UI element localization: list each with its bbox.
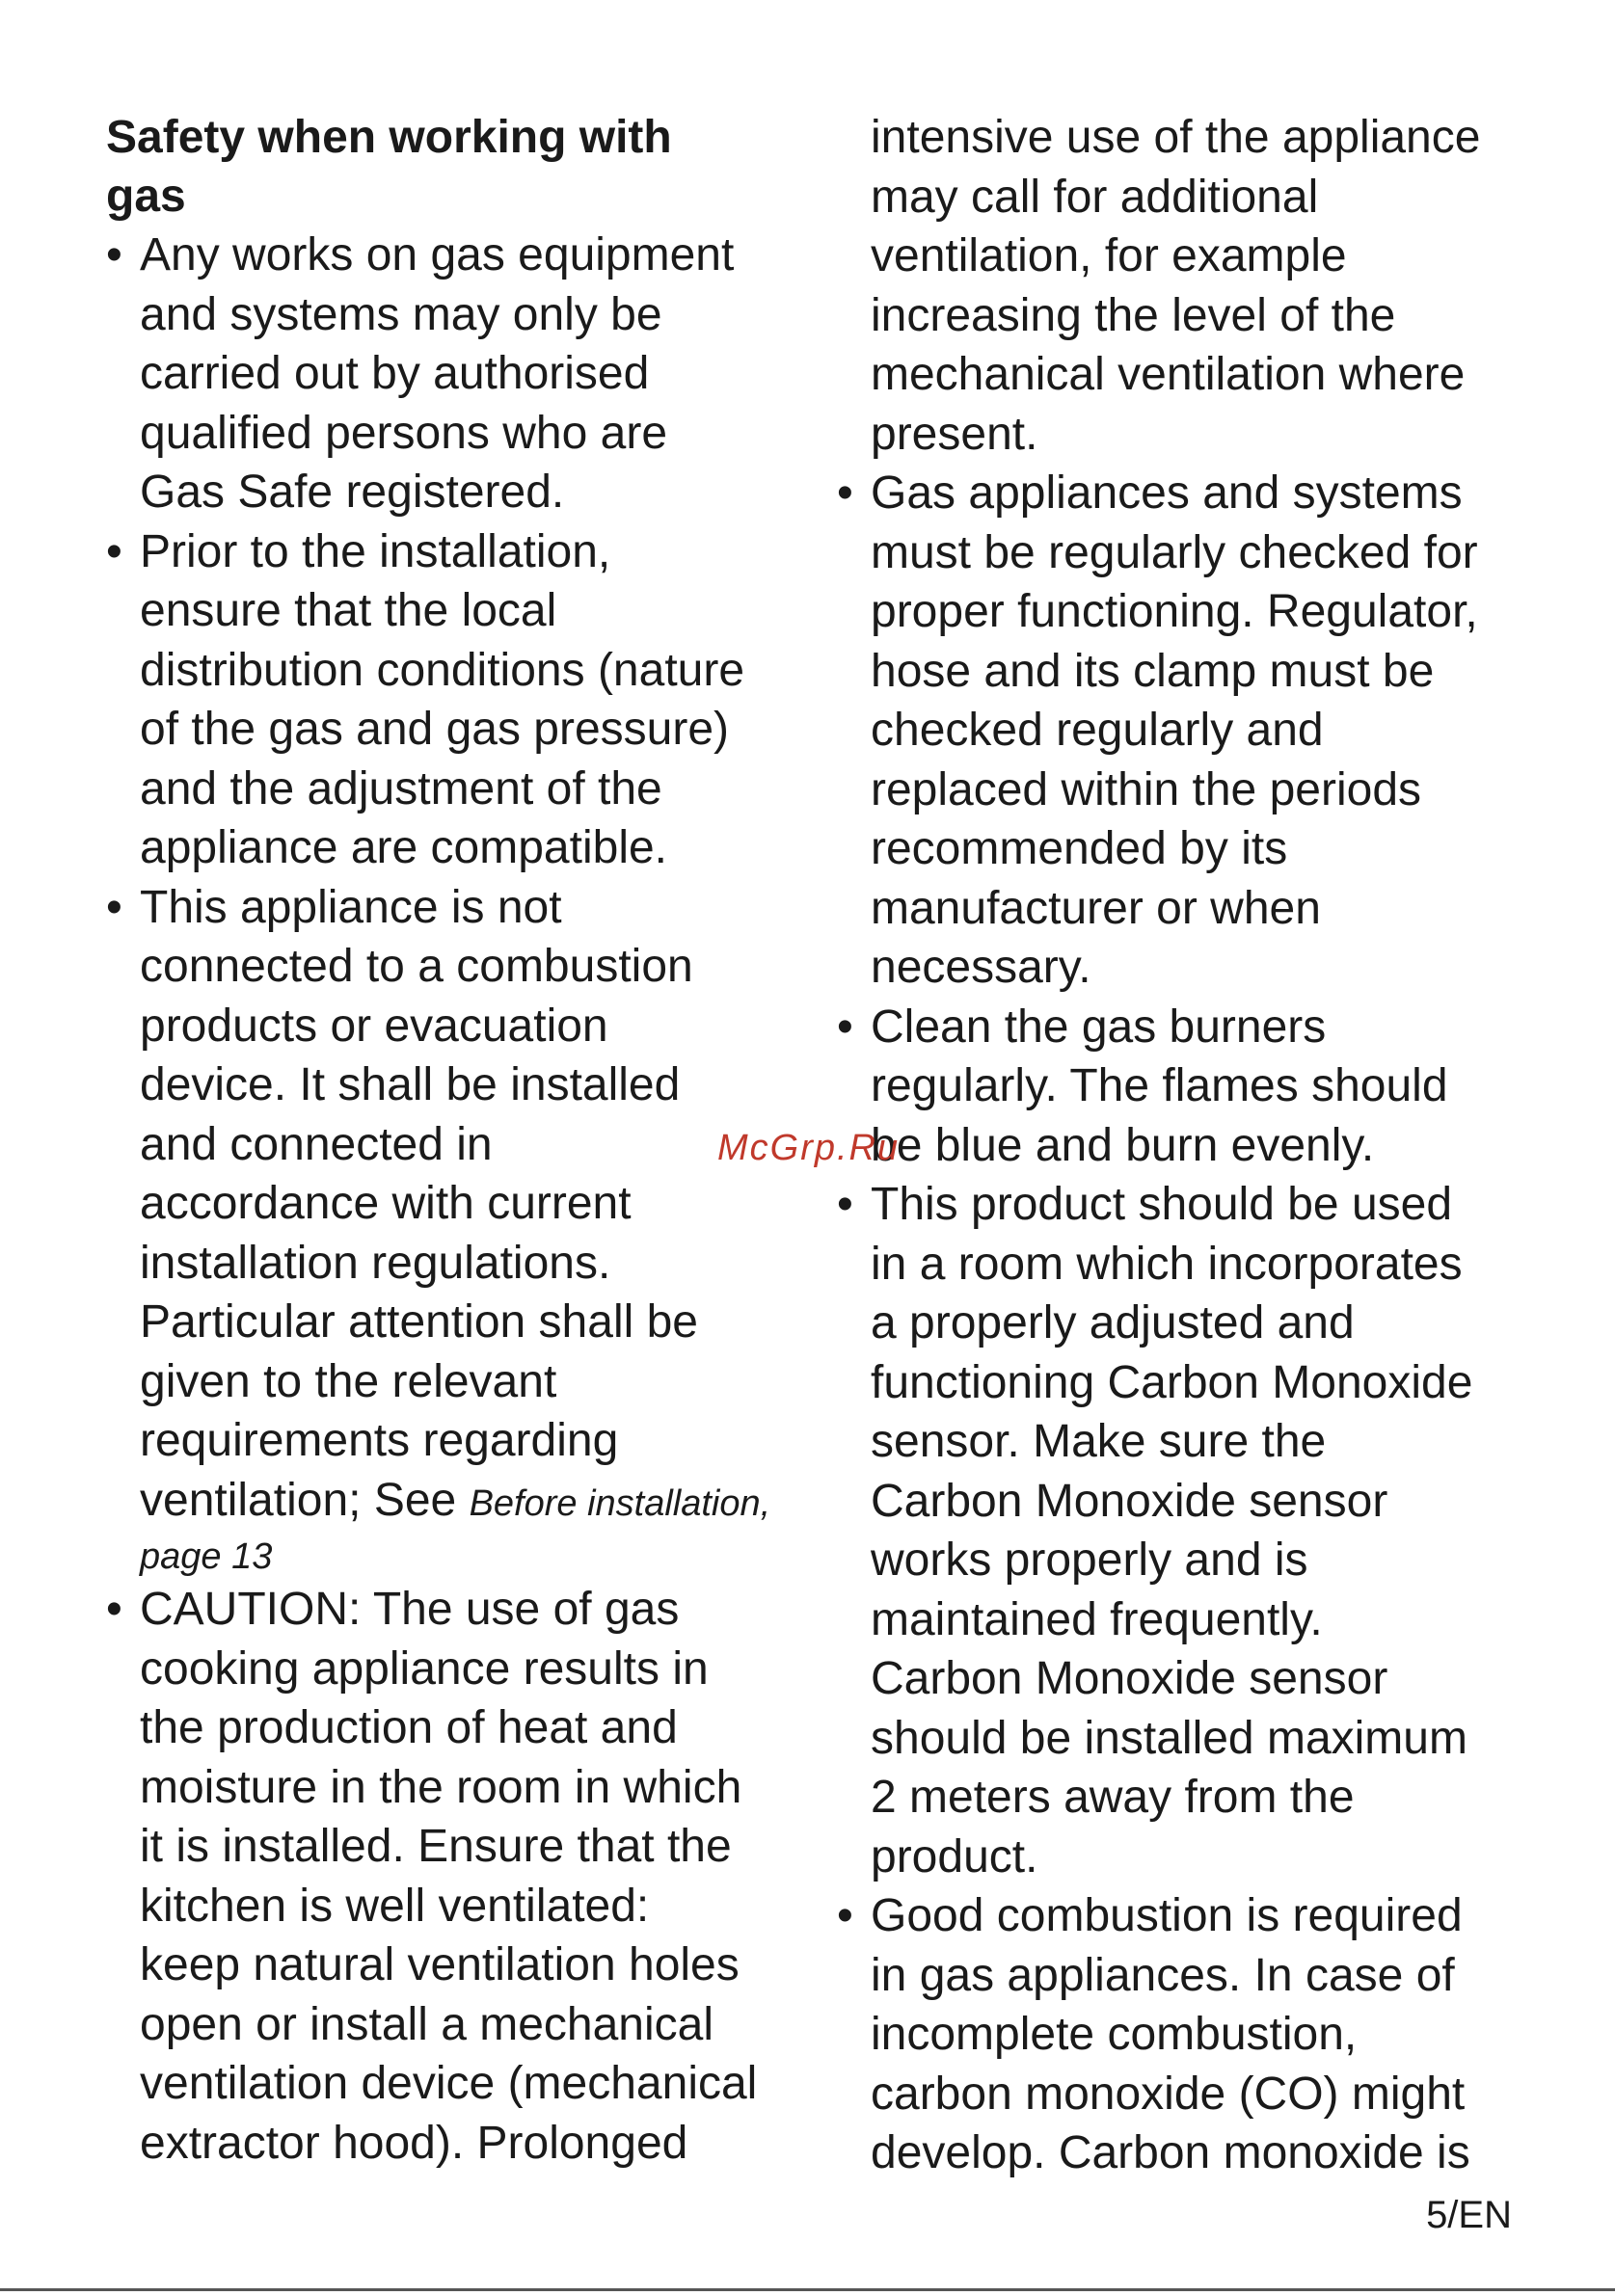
bullet-icon: • — [837, 1001, 853, 1053]
list-item-text: Clean the gas burners regularly. The flames should be blue and burn evenly. — [871, 1001, 1448, 1171]
bullet-icon: • — [837, 1890, 853, 1941]
cross-reference-page[interactable]: page 13 — [140, 1536, 273, 1577]
list-item — [837, 1886, 1531, 2183]
bullet-icon: • — [106, 229, 122, 280]
cross-reference-link[interactable]: Before installation, — [469, 1482, 771, 1524]
bullet-icon: • — [106, 881, 122, 933]
watermark: McGrp.Ru — [717, 1128, 901, 1168]
page-number: 5/EN — [1426, 2194, 1512, 2236]
list-item-text: Any works on gas equipment and systems may only be carried out by authorised qualified persons who are Gas Safe registered. — [140, 229, 735, 518]
list-item — [837, 464, 1531, 998]
caution-text: The use of gas cooking appliance results in the production of heat and moisture in the room in which it is installed. Ensure that the kitchen is well ventilated: keep natural ventilation holes open or install a mechanical ventilation device (mechanical extractor hood). Prolonged — [140, 1584, 758, 2169]
list-item — [837, 998, 1531, 1176]
list-item — [106, 878, 800, 1581]
caution-label: CAUTION: — [140, 1584, 362, 1635]
list-item — [106, 226, 800, 522]
list-item — [106, 522, 800, 878]
list-item — [106, 1580, 800, 2173]
bullet-icon: • — [106, 525, 122, 577]
list-item-text: Gas appliances and systems must be regularly checked for proper functioning. Regulator, hose and its clamp must be checked regularly and replaced within the periods recommended by its manufacturer or when necessary. — [871, 467, 1478, 993]
list-item-text: Good combustion is required in gas appliances. In case of incomplete combustion, carbon monoxide (CO) might develop. Carbon monoxide is — [871, 1890, 1470, 2178]
list-item — [837, 1175, 1531, 1886]
list-item-text: This product should be used in a room which incorporates a properly adjusted and functioning Carbon Monoxide sensor. Make sure the Carbon Monoxide sensor works properly and is maintained frequently. Carbon Monoxide sensor should be installed maximum 2 meters away from the product. — [871, 1179, 1473, 1882]
continuation-text: intensive use of the appliance may call for additional ventilation, for example increasing the level of the mechanical ventilation where present. — [871, 112, 1481, 460]
bullet-icon: • — [106, 1584, 122, 1635]
list-item-text: Prior to the installation, ensure that the local distribution conditions (nature of the gas and gas pressure) and the adjustment of the appliance are compatible. — [140, 525, 745, 873]
right-column — [837, 108, 1531, 2183]
left-bullet-list — [106, 226, 800, 2173]
list-item-text: This appliance is not connected to a combustion products or evacuation device. It shall be installed and connected in accordance with current installation regulations. Particular attention shall be given to the relevant requirements regarding ventilation; See — [140, 881, 698, 1526]
left-column — [106, 108, 800, 2173]
page-bottom-divider — [0, 2288, 1615, 2291]
bullet-icon: • — [837, 467, 853, 519]
right-bullet-list — [837, 464, 1531, 2183]
bullet-icon: • — [837, 1179, 853, 1230]
section-heading: Safety when working with gas — [106, 112, 672, 222]
